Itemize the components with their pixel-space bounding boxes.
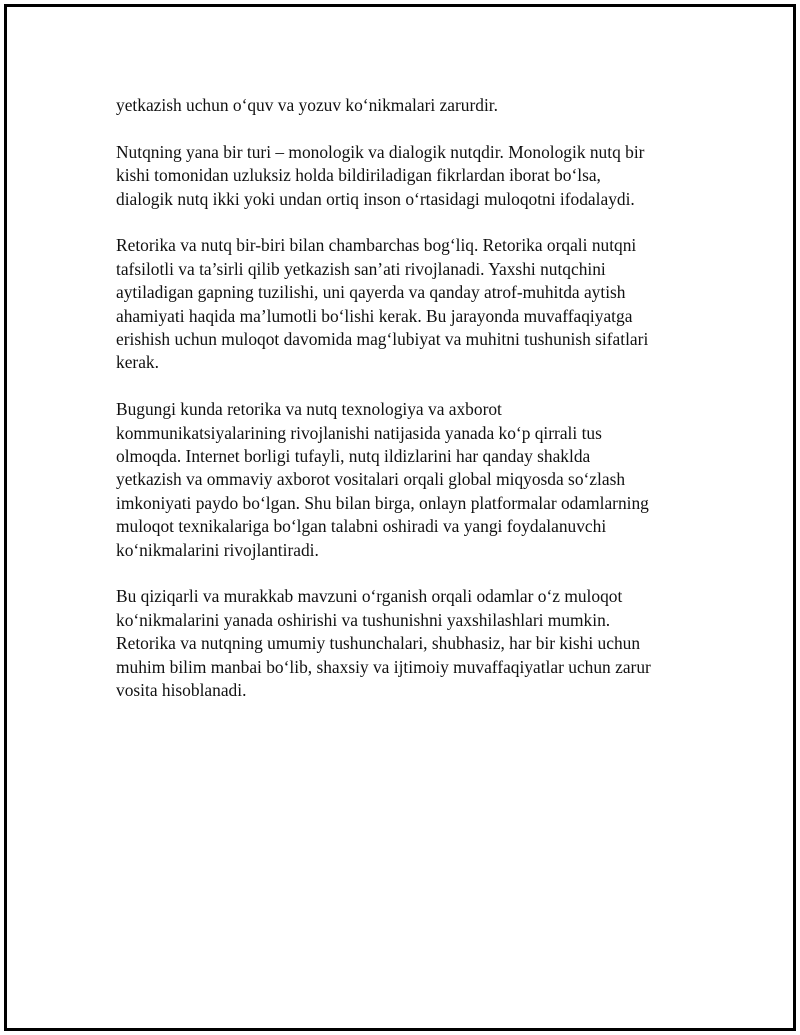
text-line: muhim bilim manbai bo‘lib, shaxsiy va ijtimoiy muvaffaqiyatlar uchun zarur bbox=[116, 656, 651, 677]
paragraph-3 bbox=[116, 234, 696, 374]
text-line: yetkazish va ommaviy axborot vositalari orqali global miqyosda so‘zlash bbox=[116, 469, 626, 490]
text-line: ko‘nikmalarini rivojlantiradi. bbox=[116, 539, 319, 560]
text-line: Bu qiziqarli va murakkab mavzuni o‘rganish orqali odamlar o‘z muloqot bbox=[116, 586, 623, 607]
text-line: imkoniyati paydo bo‘lgan. Shu bilan birga, onlayn platformalar odamlarning bbox=[116, 492, 649, 513]
paragraph-2 bbox=[116, 141, 696, 211]
text-line: Nutqning yana bir turi – monologik va dialogik nutqdir. Monologik nutq bir bbox=[116, 141, 645, 162]
paragraph-4 bbox=[116, 398, 696, 562]
text-line: ahamiyati haqida ma’lumotli bo‘lishi kerak. Bu jarayonda muvaffaqiyatga bbox=[116, 305, 633, 326]
text-line: yetkazish uchun o‘quv va yozuv ko‘nikmalari zarurdir. bbox=[116, 95, 498, 115]
text-line: dialogik nutq ikki yoki undan ortiq inson o‘rtasidagi muloqotni ifodalaydi. bbox=[116, 188, 635, 209]
paragraph-1 bbox=[116, 94, 696, 117]
text-line: Retorika va nutqning umumiy tushunchalari, shubhasiz, har bir kishi uchun bbox=[116, 633, 641, 654]
text-line: tafsilotli va ta’sirli qilib yetkazish san’ati rivojlanadi. Yaxshi nutqchini bbox=[116, 258, 606, 279]
text-line: erishish uchun muloqot davomida mag‘lubiyat va muhitni tushunish sifatlari bbox=[116, 329, 649, 350]
text-line: Bugungi kunda retorika va nutq texnologiya va axborot bbox=[116, 399, 502, 420]
document-body bbox=[116, 94, 696, 726]
text-line: muloqot texnikalariga bo‘lgan talabni oshiradi va yangi foydalanuvchi bbox=[116, 516, 607, 537]
text-line: olmoqda. Internet borligi tufayli, nutq ildizlarini har qanday shaklda bbox=[116, 446, 591, 467]
paragraph-5 bbox=[116, 585, 696, 702]
text-line: Retorika va nutq bir-biri bilan chambarchas bog‘liq. Retorika orqali nutqni bbox=[116, 235, 637, 256]
text-line: aytiladigan gapning tuzilishi, uni qayerda va qanday atrof-muhitda aytish bbox=[116, 282, 626, 303]
text-line: ko‘nikmalarini yanada oshirishi va tushunishni yaxshilashlari mumkin. bbox=[116, 609, 611, 630]
text-line: kishi tomonidan uzluksiz holda bildiriladigan fikrlardan iborat bo‘lsa, bbox=[116, 165, 601, 186]
text-line: kommunikatsiyalarining rivojlanishi natijasida yanada ko‘p qirrali tus bbox=[116, 422, 602, 443]
text-line: kerak. bbox=[116, 352, 159, 373]
text-line: vosita hisoblanadi. bbox=[116, 680, 247, 701]
